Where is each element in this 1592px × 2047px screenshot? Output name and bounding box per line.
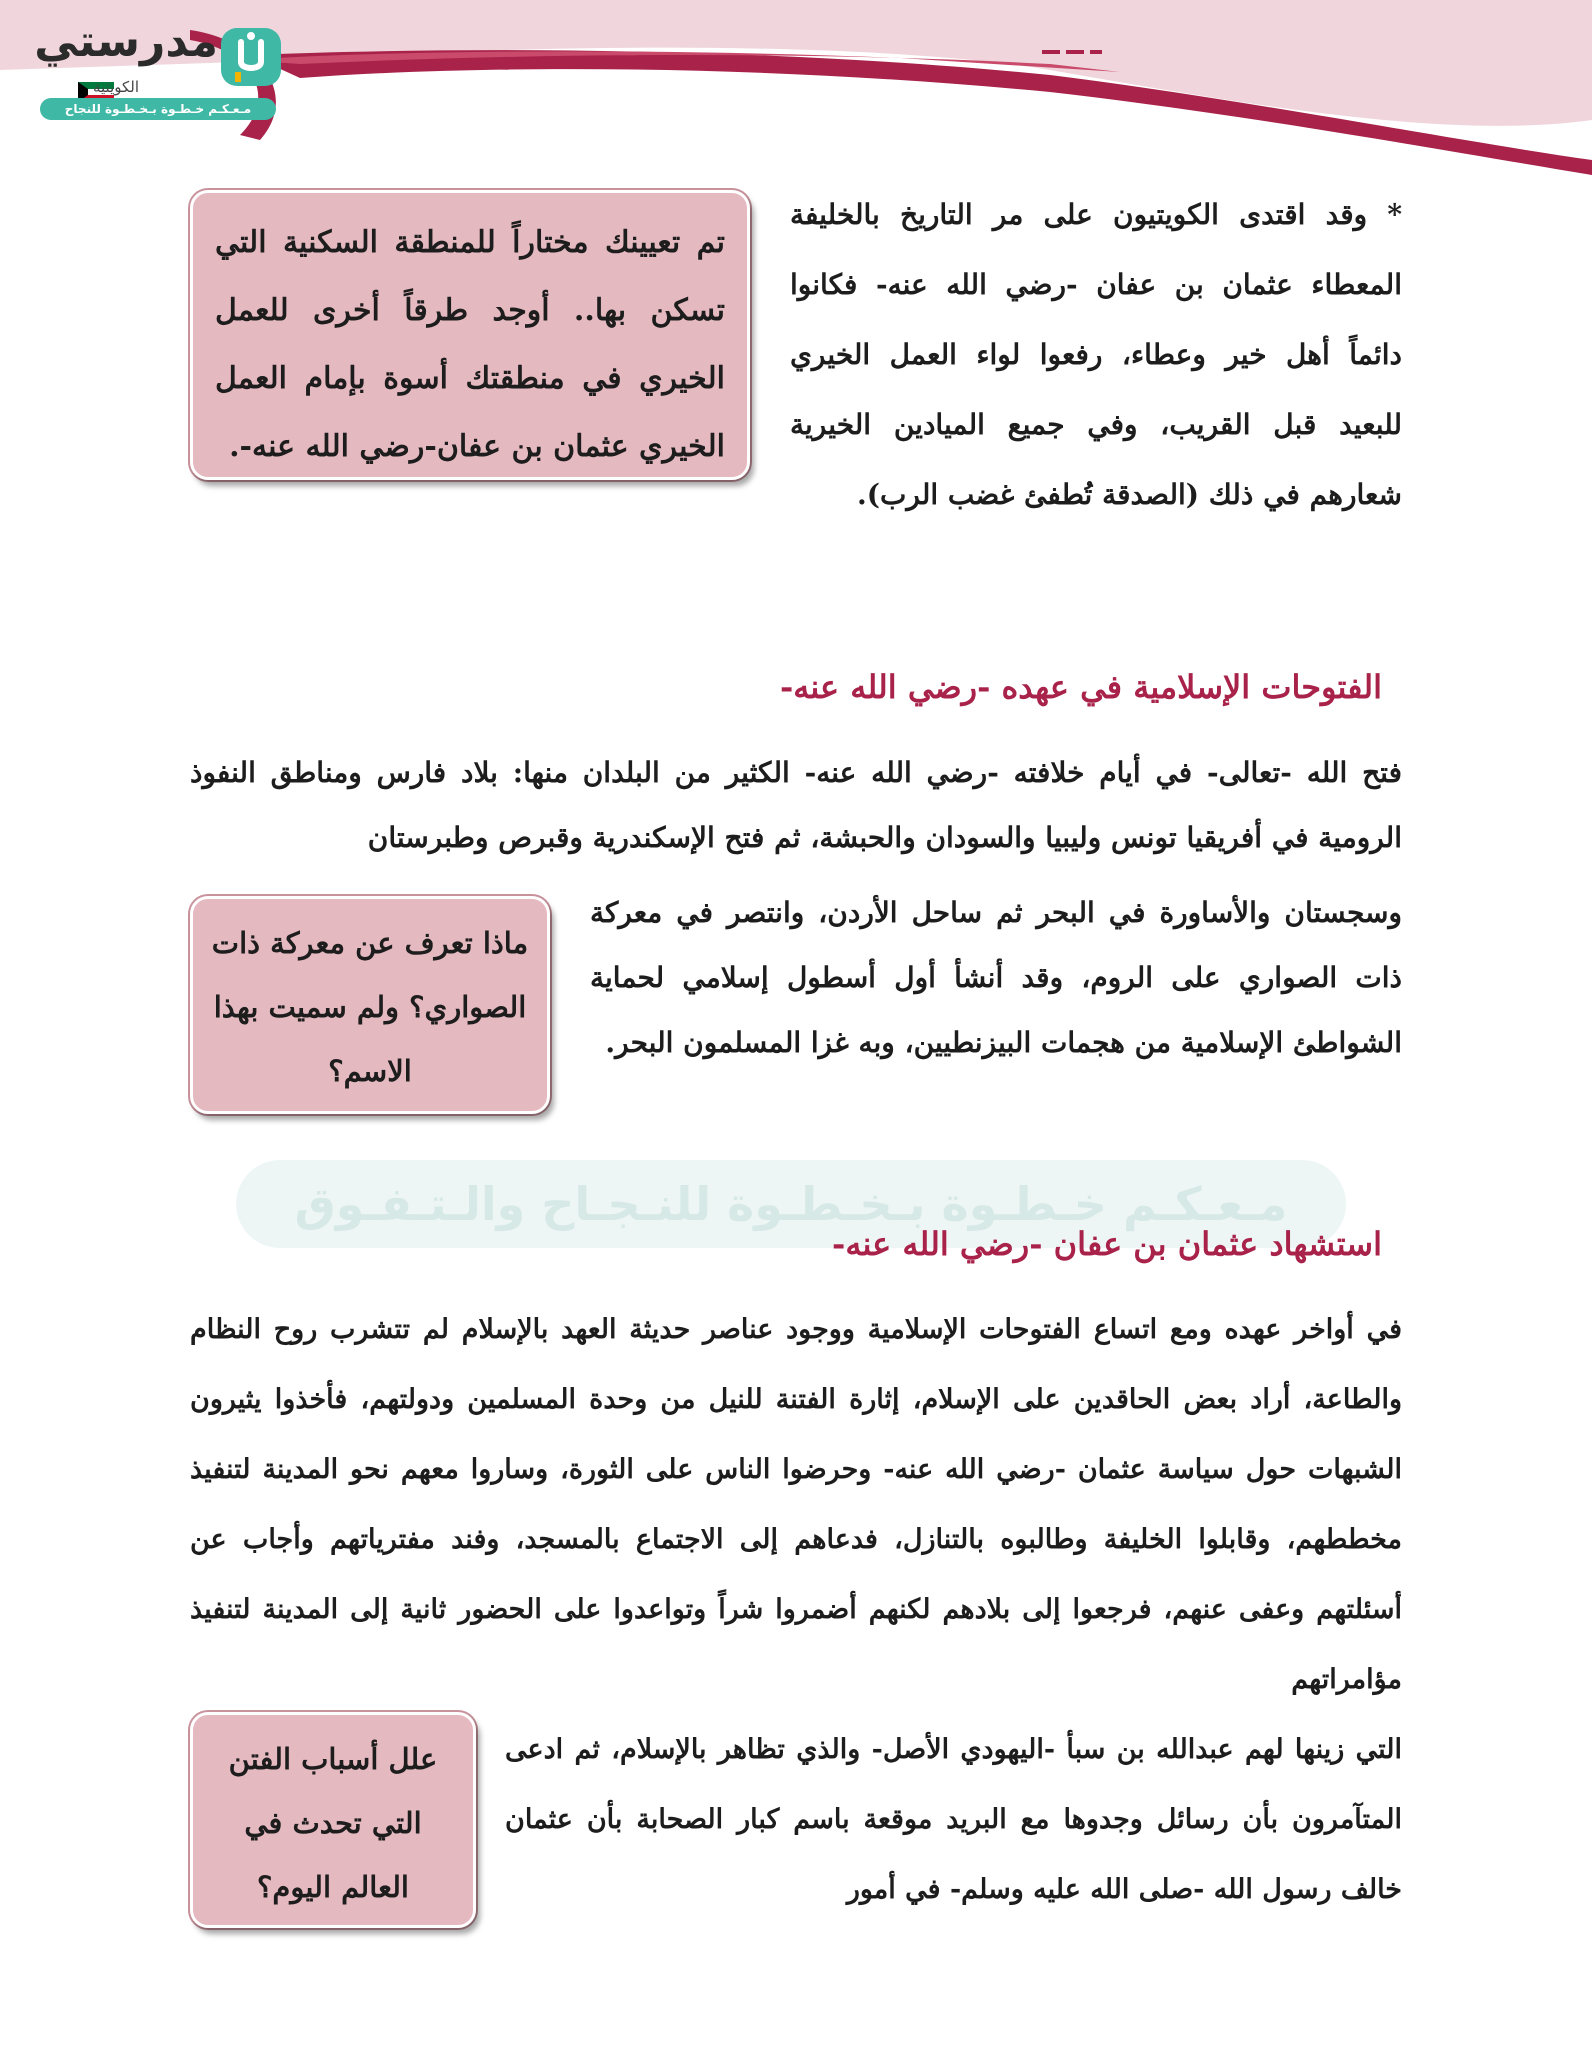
- site-logo[interactable]: [34, 12, 288, 138]
- intro-paragraph-text: * وقد اقتدى الكويتيون على مر التاريخ بالخليفة المعطاء عثمان بن عفان -رضي الله عنه- فكانوا دائماً أهل خير وعطاء، رفعوا لواء العمل الخيري للبعيد قبل القريب، وفي جميع الميادين الخيرية شعارهم في ذلك (الصدقة تُطفئ غضب الرب).: [790, 198, 1402, 511]
- martyrdom-paragraph-text-1: في أواخر عهده ومع اتساع الفتوحات الإسلامية ووجود عناصر حديثة العهد بالإسلام لم تتشرب روح النظام والطاعة، أراد بعض الحاقدين على الإسلام، إثارة الفتنة للنيل من وحدة المسلمين ودولتهم، فأخذوا يثيرون الشبهات حول سياسة عثمان -رضي الله عنه- وحرضوا الناس على الثورة، وساروا معهم نحو المدينة لتنفيذ مخططهم، وقابلوا الخليفة وطالبوه بالتنازل، فدعاهم إلى الاجتماع بالمسجد، وفند مفترياتهم وأجاب عن أسئلتهم وعفى عنهم، فرجعوا إلى بلادهم لكنهم أضمروا شراً وتواعدوا على الحضور ثانية إلى المدينة لتنفيذ مؤامراتهم: [190, 1314, 1402, 1695]
- conquests-paragraph: [190, 740, 1402, 870]
- logo-subtitle: الكويتية: [92, 78, 140, 96]
- charity-activity-text: تم تعيينك مختاراً للمنطقة السكنية التي تسكن بها.. أوجد طرقاً أخرى للعمل الخيري في منطقتك أسوة بإمام العمل الخيري عثمان بن عفان-رضي الله عنه-.: [215, 225, 725, 464]
- martyrdom-paragraph: [190, 1295, 1402, 1715]
- fitna-causes-question: علل أسباب الفتن التي تحدث في العالم اليوم؟: [228, 1742, 438, 1904]
- conquests-paragraph-continued: [590, 880, 1402, 1075]
- conquests-paragraph-text-2: وسجستان والأساورة في البحر ثم ساحل الأردن، وانتصر في معركة ذات الصواري على الروم، وقد أنشأ أول أسطول إسلامي لحماية الشواطئ الإسلامية من هجمات البيزنطيين، وبه غزا المسلمون البحر.: [590, 896, 1402, 1059]
- logo-name: مدرستي: [34, 16, 218, 67]
- logo-tagline: مـعـكـم خـطـوة بـخـطـوة للنجاح والتفوق: [40, 98, 276, 120]
- intro-paragraph: [790, 180, 1402, 530]
- watermark: مـعـكـم خـطـوة بـخـطـوة للنـجـاح والـتـفـوق: [236, 1160, 1346, 1248]
- logo-mark-icon: [221, 28, 281, 86]
- martyrdom-paragraph-text-2: التي زينها لهم عبدالله بن سبأ -اليهودي الأصل- والذي تظاهر بالإسلام، ثم ادعى المتآمرون بأن رسائل وجدوها مع البريد موقعة باسم كبار الصحابة بأن عثمان خالف رسول الله -صلى الله عليه وسلم- في أمور: [505, 1734, 1402, 1905]
- conquests-heading: الفتوحات الإسلامية في عهده -رضي الله عنه-: [779, 668, 1382, 706]
- conquests-paragraph-text-1: فتح الله -تعالى- في أيام خلافته -رضي الله عنه- الكثير من البلدان منها: بلاد فارس ومناطق النفوذ الرومية في أفريقيا تونس وليبيا والسودان والحبشة، ثم فتح الإسكندرية وقبرص وطبرستان: [190, 756, 1402, 854]
- dhat-al-sawari-callout: [190, 896, 550, 1114]
- fitna-causes-callout: [190, 1712, 476, 1928]
- martyrdom-paragraph-continued: [505, 1715, 1402, 1925]
- martyrdom-heading: استشهاد عثمان بن عفان -رضي الله عنه-: [832, 1225, 1382, 1263]
- dhat-al-sawari-question: ماذا تعرف عن معركة ذات الصواري؟ ولم سميت بهذا الاسم؟: [211, 926, 529, 1088]
- charity-activity-callout: [190, 190, 750, 480]
